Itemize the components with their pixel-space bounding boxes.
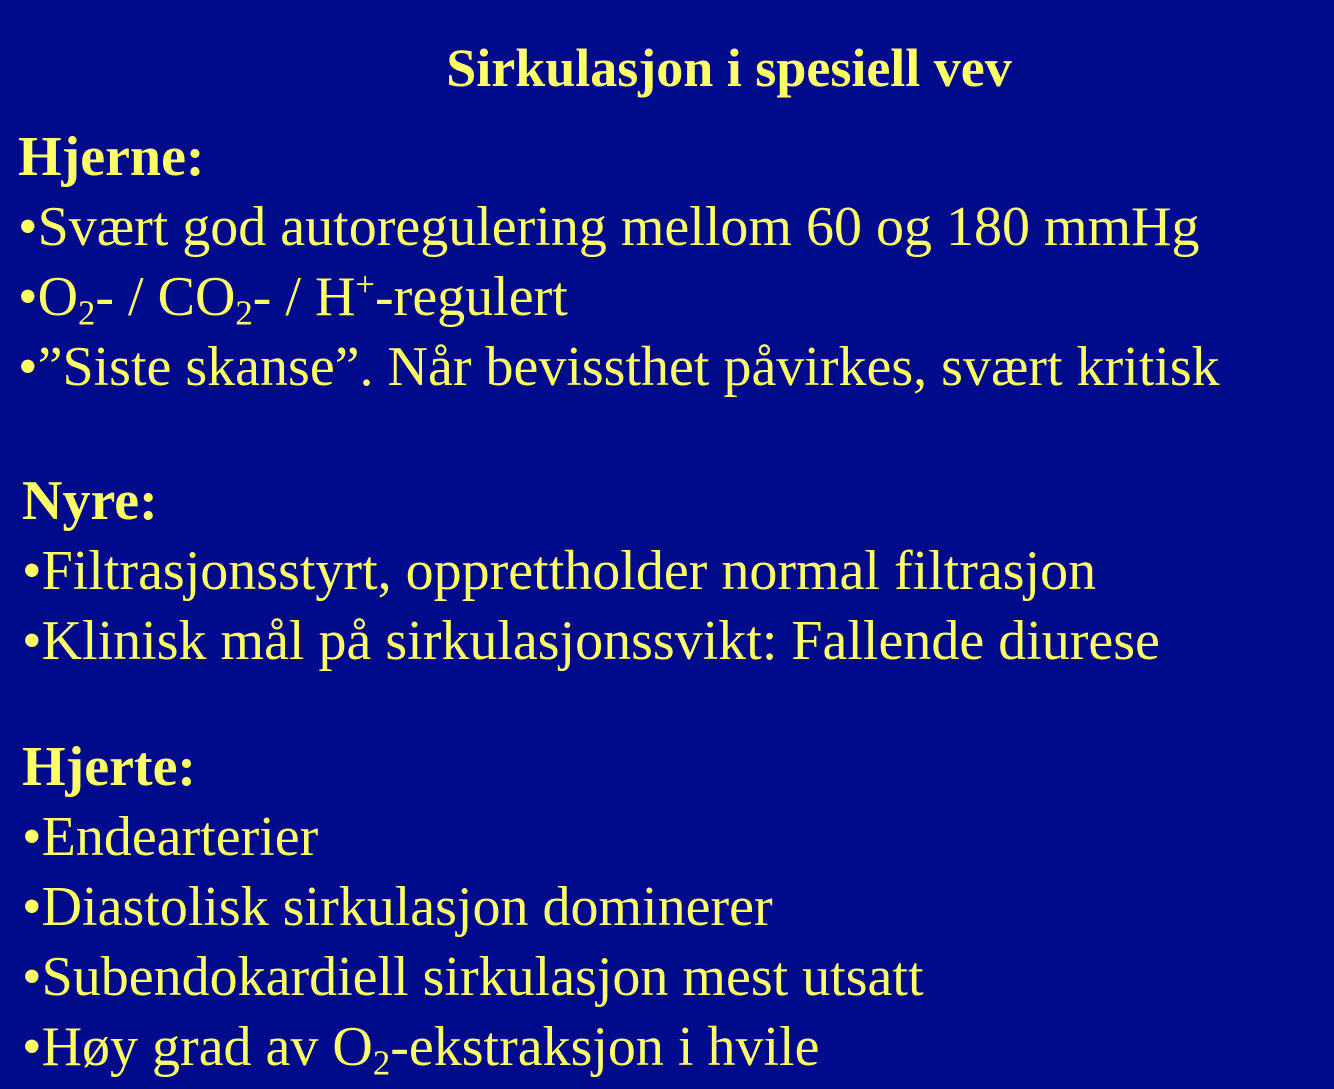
kidney-bullet-diuresis: •Klinisk mål på sirkulasjonssvikt: Fallende diurese	[22, 610, 1160, 672]
kidney-bullet-filtration: •Filtrasjonsstyrt, opprettholder normal filtrasjon	[22, 540, 1097, 602]
section-kidney	[22, 466, 1334, 676]
section-heading-brain: Hjerne:	[18, 126, 205, 188]
section-brain	[18, 122, 1334, 402]
section-heading-kidney: Nyre:	[22, 470, 158, 532]
slide-title: Sirkulasjon i spesiell vev	[446, 38, 1012, 98]
section-heart	[22, 732, 1334, 1082]
text-part: -regulert	[375, 266, 568, 328]
text-part: •Høy grad av O	[22, 1016, 373, 1078]
heart-bullet-o2-extraction	[22, 1012, 1334, 1082]
brain-bullet-last-stand: •”Siste skanse”. Når bevissthet påvirkes, svært kritisk	[18, 336, 1220, 398]
heart-bullet-diastolic: •Diastolisk sirkulasjon dominerer	[22, 876, 773, 938]
superscript: +	[355, 264, 376, 304]
text-part: - / H	[252, 266, 356, 328]
subscript: 2	[372, 1043, 391, 1083]
heart-bullet-subendocardial: •Subendokardiell sirkulasjon mest utsatt	[22, 946, 924, 1008]
brain-bullet-autoregulation: •Svært god autoregulering mellom 60 og 180 mmHg	[18, 196, 1200, 258]
brain-bullet-regulation	[18, 262, 1334, 332]
text-part: •O	[18, 266, 79, 328]
subscript: 2	[235, 293, 253, 333]
heart-bullet-end-arteries: •Endearterier	[22, 806, 319, 868]
text-part: -ekstraksjon i hvile	[390, 1016, 820, 1078]
text-part: - / CO	[95, 266, 236, 328]
section-heading-heart: Hjerte:	[22, 736, 197, 798]
subscript: 2	[78, 293, 96, 333]
